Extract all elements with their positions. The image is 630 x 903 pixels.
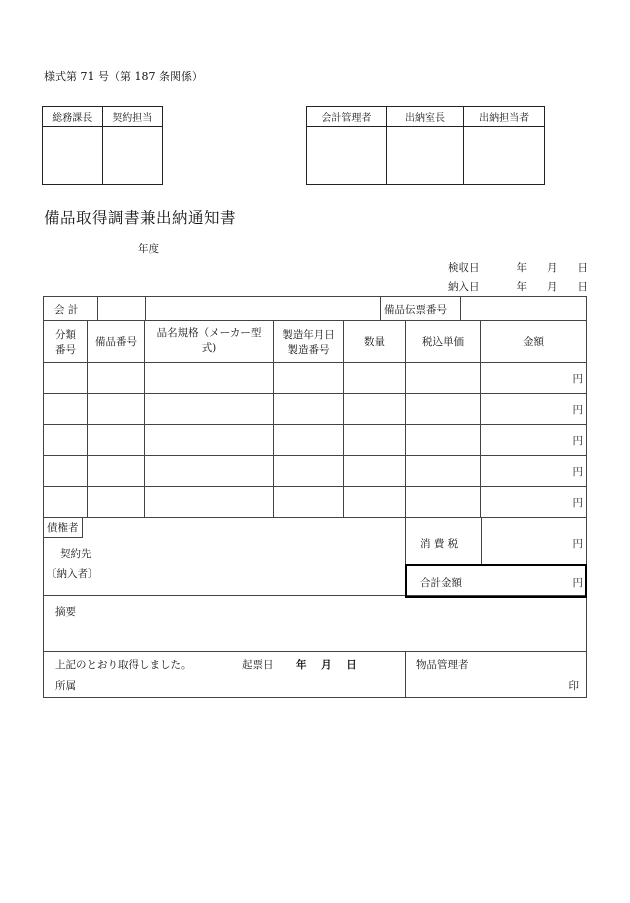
spec-cell[interactable] — [145, 487, 274, 518]
inspection-date-label: 検収日 — [448, 262, 480, 274]
table-row — [44, 394, 587, 425]
amount-cell[interactable] — [481, 456, 587, 487]
drafted-date[interactable] — [296, 657, 357, 672]
year-label: 年 — [296, 659, 307, 671]
contractor-label: 契約先 — [60, 548, 92, 560]
header-row — [44, 321, 587, 363]
quantity-cell[interactable] — [344, 456, 406, 487]
delivery-date-label: 納入日 — [448, 281, 480, 293]
tax-total-cell — [406, 518, 587, 596]
consumption-tax-label: 消 費 税 — [420, 538, 459, 550]
category-header: 分類 番号 — [44, 321, 88, 363]
manufacture-cell[interactable] — [274, 394, 344, 425]
yen-unit: 円 — [572, 372, 584, 385]
amount-header: 金額 — [481, 321, 587, 363]
approval-stamp-cell[interactable] — [386, 127, 464, 185]
unit-price-header: 税込単価 — [406, 321, 481, 363]
accounting-row — [44, 297, 587, 321]
day-label: 日 — [577, 262, 588, 274]
item-number-cell[interactable] — [88, 363, 145, 394]
footer-left-cell — [44, 652, 406, 698]
acquired-statement: 上記のとおり取得しました。 — [55, 659, 192, 671]
supplier-label: 〔納入者〕 — [46, 568, 99, 580]
category-cell[interactable] — [44, 456, 88, 487]
approval-stamp-cell[interactable] — [102, 127, 163, 185]
approval-header: 出納担当者 — [464, 107, 545, 127]
quantity-cell[interactable] — [344, 394, 406, 425]
manufacture-cell[interactable] — [274, 487, 344, 518]
month-label: 月 — [547, 281, 558, 293]
month-label: 月 — [547, 262, 558, 274]
yen-unit: 円 — [572, 538, 584, 550]
amount-cell[interactable] — [481, 394, 587, 425]
table-row — [44, 456, 587, 487]
manufacture-header: 製造年月日 製造番号 — [274, 321, 344, 363]
acquisition-table — [43, 296, 587, 698]
item-number-cell[interactable] — [88, 456, 145, 487]
manufacture-cell[interactable] — [274, 425, 344, 456]
remarks-cell[interactable] — [44, 596, 587, 652]
seal-mark: 印 — [568, 680, 580, 692]
affiliation-label: 所属 — [55, 680, 76, 692]
approval-header: 出納室長 — [386, 107, 464, 127]
yen-unit: 円 — [572, 496, 584, 509]
quantity-cell[interactable] — [344, 487, 406, 518]
approval-box-left — [42, 106, 163, 185]
approval-header: 会計管理者 — [307, 107, 387, 127]
inspection-date — [448, 260, 588, 275]
property-manager-label: 物品管理者 — [416, 659, 469, 671]
yen-unit: 円 — [572, 403, 584, 416]
day-label: 日 — [346, 659, 357, 671]
creditor-cell[interactable] — [44, 518, 406, 596]
amount-cell[interactable] — [481, 487, 587, 518]
quantity-cell[interactable] — [344, 363, 406, 394]
unit-price-cell[interactable] — [406, 394, 481, 425]
unit-price-cell[interactable] — [406, 487, 481, 518]
slip-number-field[interactable] — [461, 297, 587, 321]
form-number: 様式第 71 号（第 187 条関係） — [44, 70, 203, 83]
delivery-date — [448, 279, 588, 294]
approval-stamp-cell[interactable] — [43, 127, 103, 185]
item-number-header: 備品番号 — [88, 321, 145, 363]
table-row — [44, 425, 587, 456]
property-manager-cell[interactable] — [406, 652, 587, 698]
category-cell[interactable] — [44, 425, 88, 456]
yen-unit: 円 — [572, 577, 584, 589]
remarks-label: 摘要 — [55, 606, 76, 618]
item-number-cell[interactable] — [88, 487, 145, 518]
yen-unit: 円 — [572, 434, 584, 447]
approval-header: 総務課長 — [43, 107, 103, 127]
unit-price-cell[interactable] — [406, 363, 481, 394]
approval-stamp-cell[interactable] — [464, 127, 545, 185]
spec-cell[interactable] — [145, 394, 274, 425]
total-amount-label: 合計金額 — [420, 577, 462, 589]
unit-price-cell[interactable] — [406, 456, 481, 487]
fiscal-year-label: 年度 — [138, 243, 159, 255]
spec-cell[interactable] — [145, 363, 274, 394]
spec-cell[interactable] — [145, 425, 274, 456]
approval-stamp-cell[interactable] — [307, 127, 387, 185]
amount-cell[interactable] — [481, 363, 587, 394]
category-cell[interactable] — [44, 363, 88, 394]
year-label: 年 — [516, 262, 527, 274]
month-label: 月 — [321, 659, 332, 671]
drafted-date-label: 起票日 — [242, 659, 274, 671]
year-label: 年 — [516, 281, 527, 293]
accounting-label: 会 計 — [54, 304, 79, 316]
yen-unit: 円 — [572, 465, 584, 478]
unit-price-cell[interactable] — [406, 425, 481, 456]
item-number-cell[interactable] — [88, 394, 145, 425]
table-row — [44, 363, 587, 394]
category-cell[interactable] — [44, 394, 88, 425]
creditor-label: 債権者 — [44, 518, 83, 538]
manufacture-cell[interactable] — [274, 363, 344, 394]
spec-cell[interactable] — [145, 456, 274, 487]
table-row — [44, 487, 587, 518]
item-number-cell[interactable] — [88, 425, 145, 456]
quantity-header: 数量 — [344, 321, 406, 363]
manufacture-cell[interactable] — [274, 456, 344, 487]
approval-header: 契約担当 — [102, 107, 163, 127]
spec-header: 品名規格（メーカー型 式) — [145, 321, 274, 363]
approval-box-right — [306, 106, 545, 185]
slip-number-label: 備品伝票番号 — [384, 304, 447, 316]
day-label: 日 — [577, 281, 588, 293]
quantity-cell[interactable] — [344, 425, 406, 456]
category-cell[interactable] — [44, 487, 88, 518]
amount-cell[interactable] — [481, 425, 587, 456]
document-title: 備品取得調書兼出納通知書 — [44, 209, 237, 227]
